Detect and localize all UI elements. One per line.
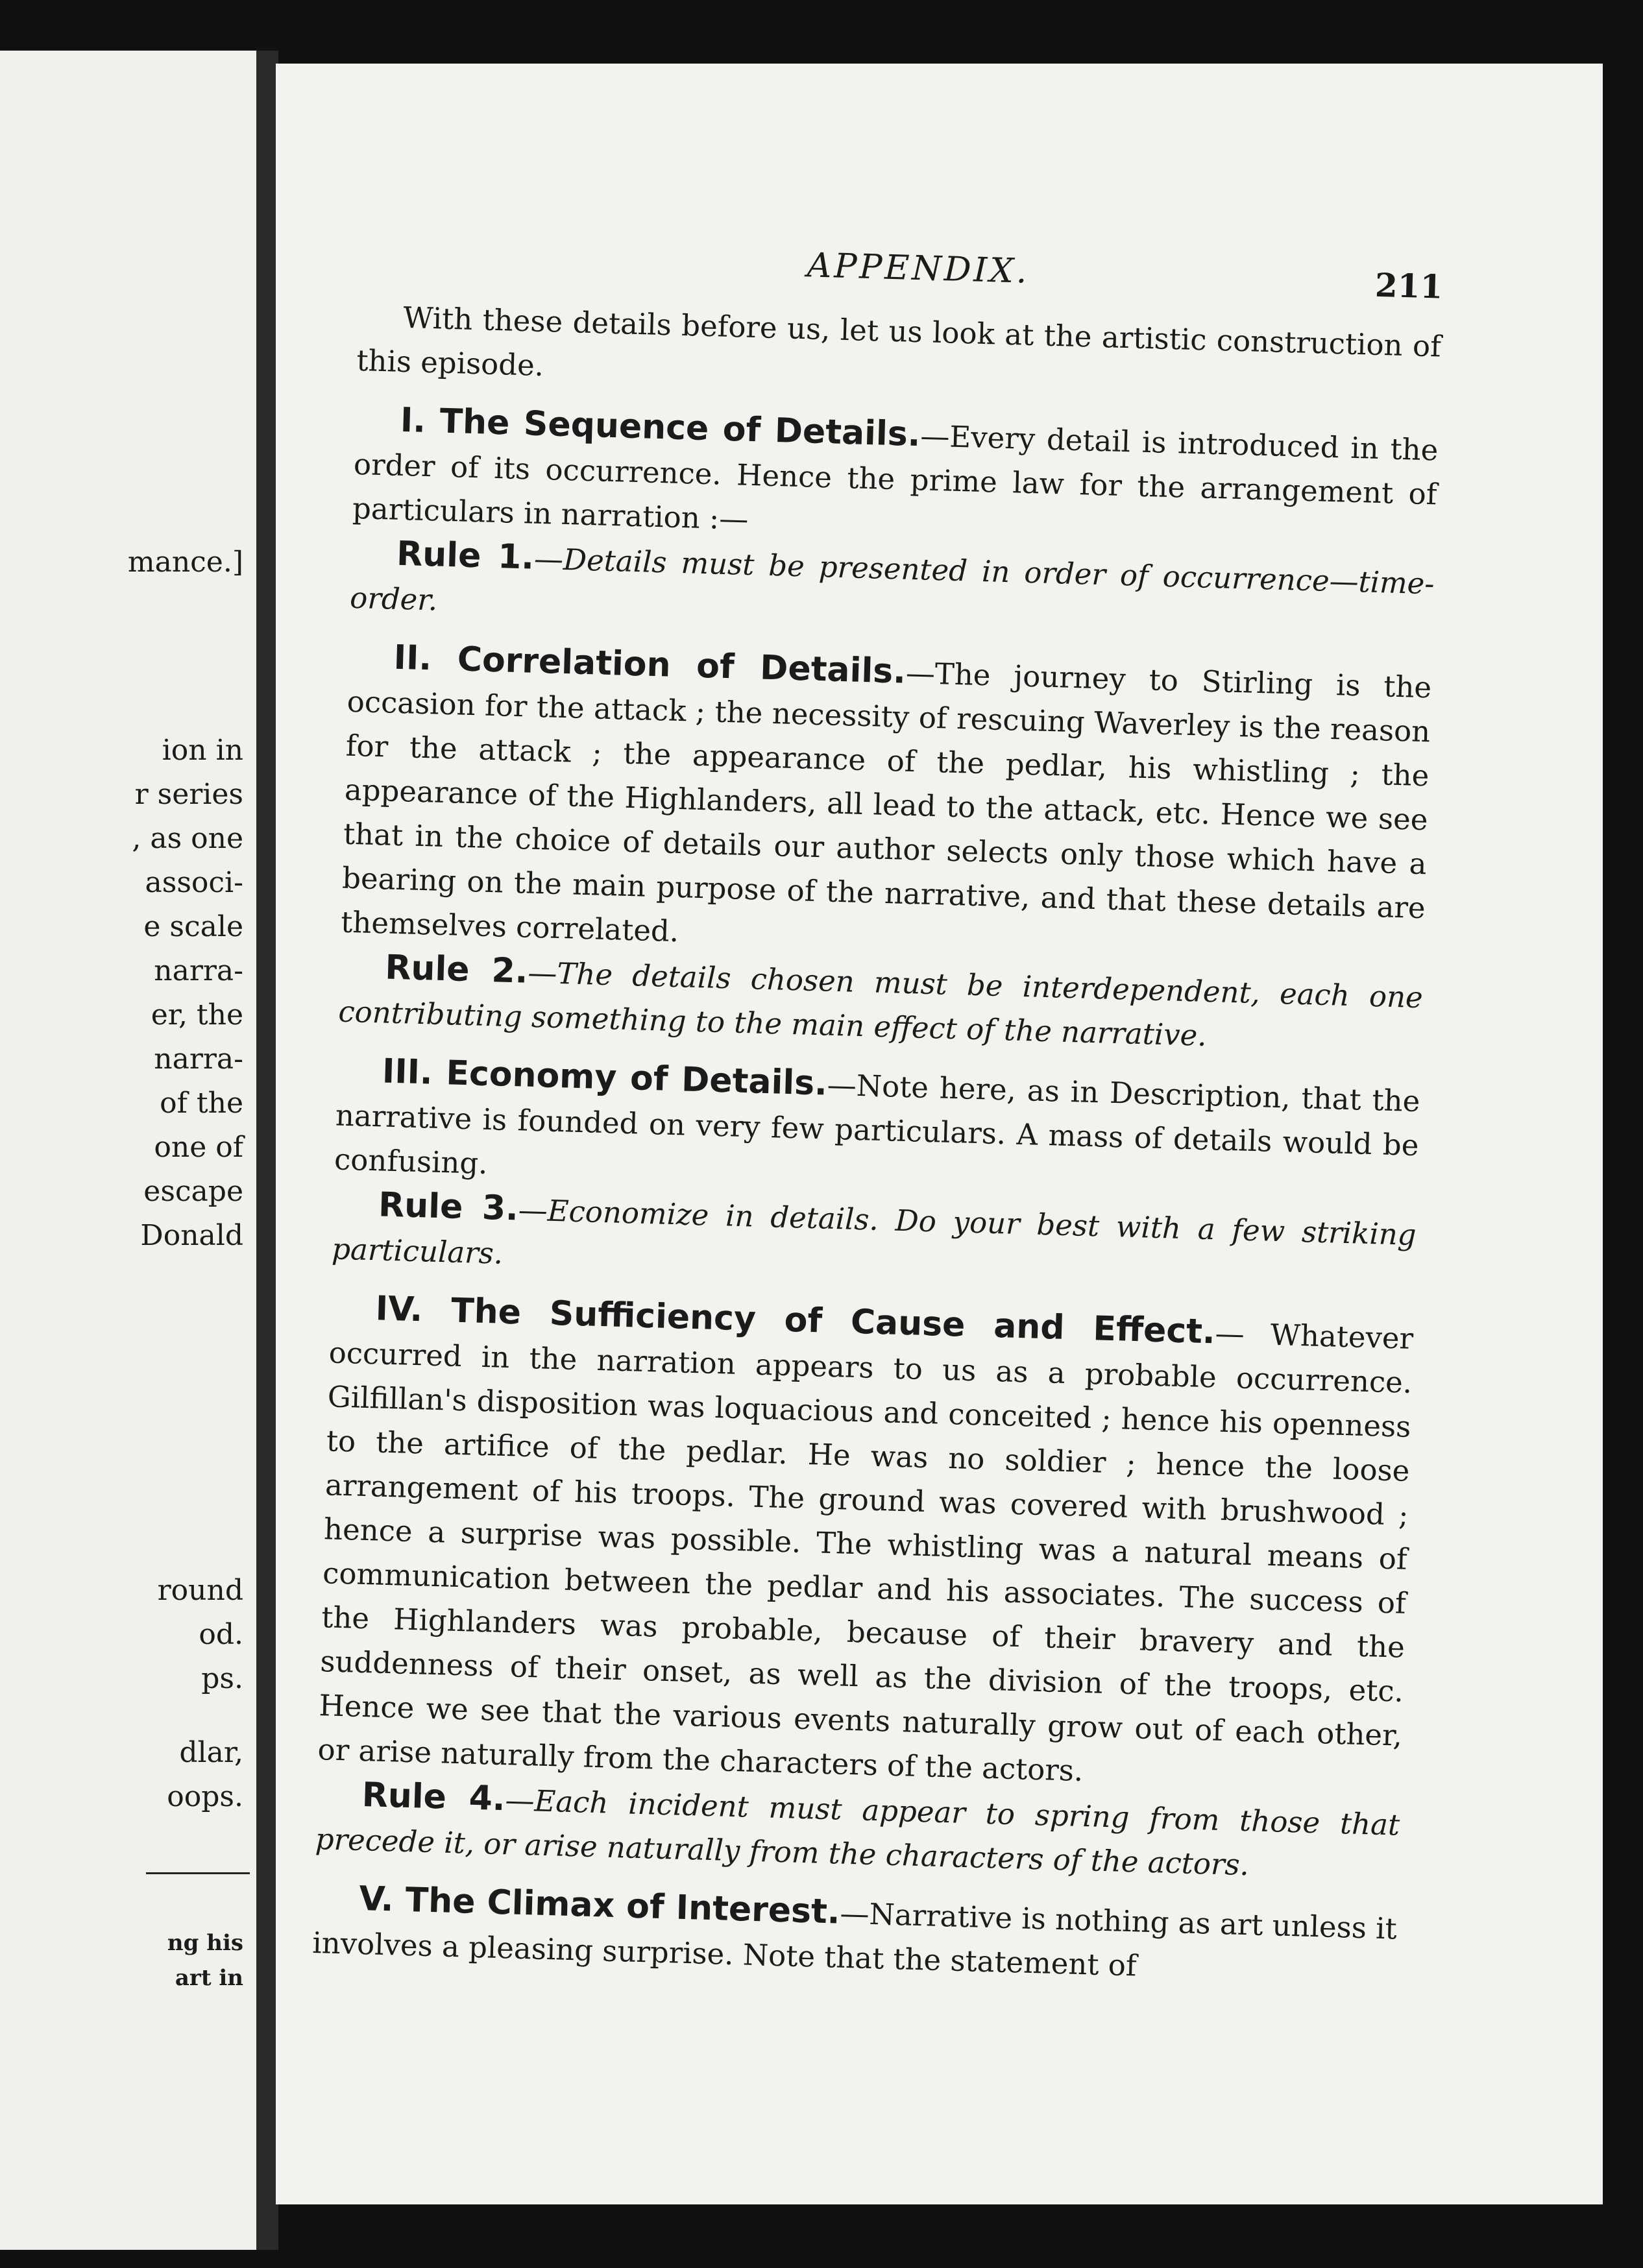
- left-page-fragment: escape: [143, 1175, 243, 1208]
- left-page-fragment: e scale: [143, 910, 243, 943]
- left-page-fragment: , as one: [132, 822, 243, 855]
- rule-text: —The details chosen must be interdependent, each one contributing something to the main effect of the narrative.: [337, 955, 1424, 1053]
- page-content: [311, 234, 1443, 1996]
- left-page-fragment: one of: [154, 1131, 243, 1164]
- left-page-fragment: od.: [199, 1618, 243, 1651]
- running-head: APPENDIX.: [807, 246, 1030, 291]
- left-page-fragment: of the: [160, 1087, 243, 1120]
- left-page: [0, 51, 256, 2250]
- left-page-fragment: narra-: [154, 954, 243, 987]
- left-page-fragment: round: [157, 1574, 243, 1607]
- section-heading: III. Economy of Details.: [382, 1052, 828, 1104]
- left-page-fragment: ps.: [201, 1662, 243, 1695]
- rule-label: Rule 2.: [384, 948, 529, 991]
- left-page-fragment: Donald: [140, 1219, 243, 1252]
- section-heading: I. The Sequence of Details.: [400, 400, 921, 455]
- left-page-fragment: er, the: [151, 998, 243, 1031]
- left-page-fragment: mance.]: [127, 546, 243, 579]
- rule-text: —Details must be presented in order of occurrence—time-order.: [349, 541, 1435, 618]
- rule-label: Rule 1.: [396, 534, 535, 577]
- section-text: —The journey to Stirling is the occasion for the attack ; the necessity of rescuing Waverley is the reason for the attack ; the appearance of the pedlar, his whistling ; the appearance of the Highlanders, all lead to the attack, etc. Hence we see that in the choice of details our author selects only those which have a bearing on the main purpose of the narrative, and that these details are themselves correlated.: [340, 655, 1432, 949]
- rule-text: —Economize in details. Do your best with a few striking particulars.: [331, 1192, 1417, 1271]
- book-spine: [256, 51, 278, 2250]
- section-text: —Note here, as in Description, that the narrative is founded on very few particulars. A mass of details would be confusing.: [334, 1067, 1421, 1181]
- section-text: — Whatever occurred in the narration appears to us as a probable occurrence. Gilfillan's disposition was loquacious and conceited ; hence his openness to the artifice of the pedlar. He was no soldier ; hence the loose arrangement of his troops. The ground was covered with brushwood ; hence a surprise was possible. The whistling was a natural means of communication between the pedlar and his associates. The success of the Highlanders was probable, because of their bravery and the suddenness of their onset, as well as the division of the troops, etc. Hence we see that the various events naturally grow out of each other, or arise naturally from the characters of the actors.: [317, 1316, 1414, 1789]
- section-sufficiency: [317, 1285, 1414, 1802]
- rule-label: Rule 3.: [378, 1185, 519, 1229]
- page-number: 211: [1374, 265, 1444, 306]
- footnote-rule: [146, 1872, 250, 1874]
- section-text: —Every detail is introduced in the order of its occurrence. Hence the prime law for the arrangement of particulars in narration :—: [352, 418, 1439, 537]
- left-page-fragment: dlar,: [179, 1736, 243, 1769]
- left-page-fragment: associ-: [145, 866, 243, 899]
- section-correlation: [340, 634, 1432, 974]
- rule-text: —Each incident must appear to spring from those that precede it, or arise naturally from the characters of the actors.: [315, 1783, 1400, 1883]
- left-page-footnote: ng his: [167, 1930, 243, 1956]
- left-page-fragment: ion in: [162, 734, 243, 767]
- intro-paragraph: With these details before us, let us look at the artistic construction of this episode.: [356, 300, 1442, 383]
- section-text: —Narrative is nothing as art unless it involves a pleasing surprise. Note that the statement of: [311, 1896, 1398, 1983]
- section-heading: II. Correlation of Details.: [393, 638, 907, 692]
- section-heading: V. The Climax of Interest.: [358, 1879, 841, 1932]
- section-heading: IV. The Sufficiency of Cause and Effect.: [374, 1289, 1216, 1352]
- left-page-fragment: r series: [134, 778, 243, 811]
- rule-label: Rule 4.: [361, 1776, 506, 1819]
- left-page-footnote: art in: [175, 1965, 243, 1991]
- left-page-fragment: oops.: [167, 1780, 243, 1813]
- left-page-fragment: narra-: [154, 1043, 243, 1076]
